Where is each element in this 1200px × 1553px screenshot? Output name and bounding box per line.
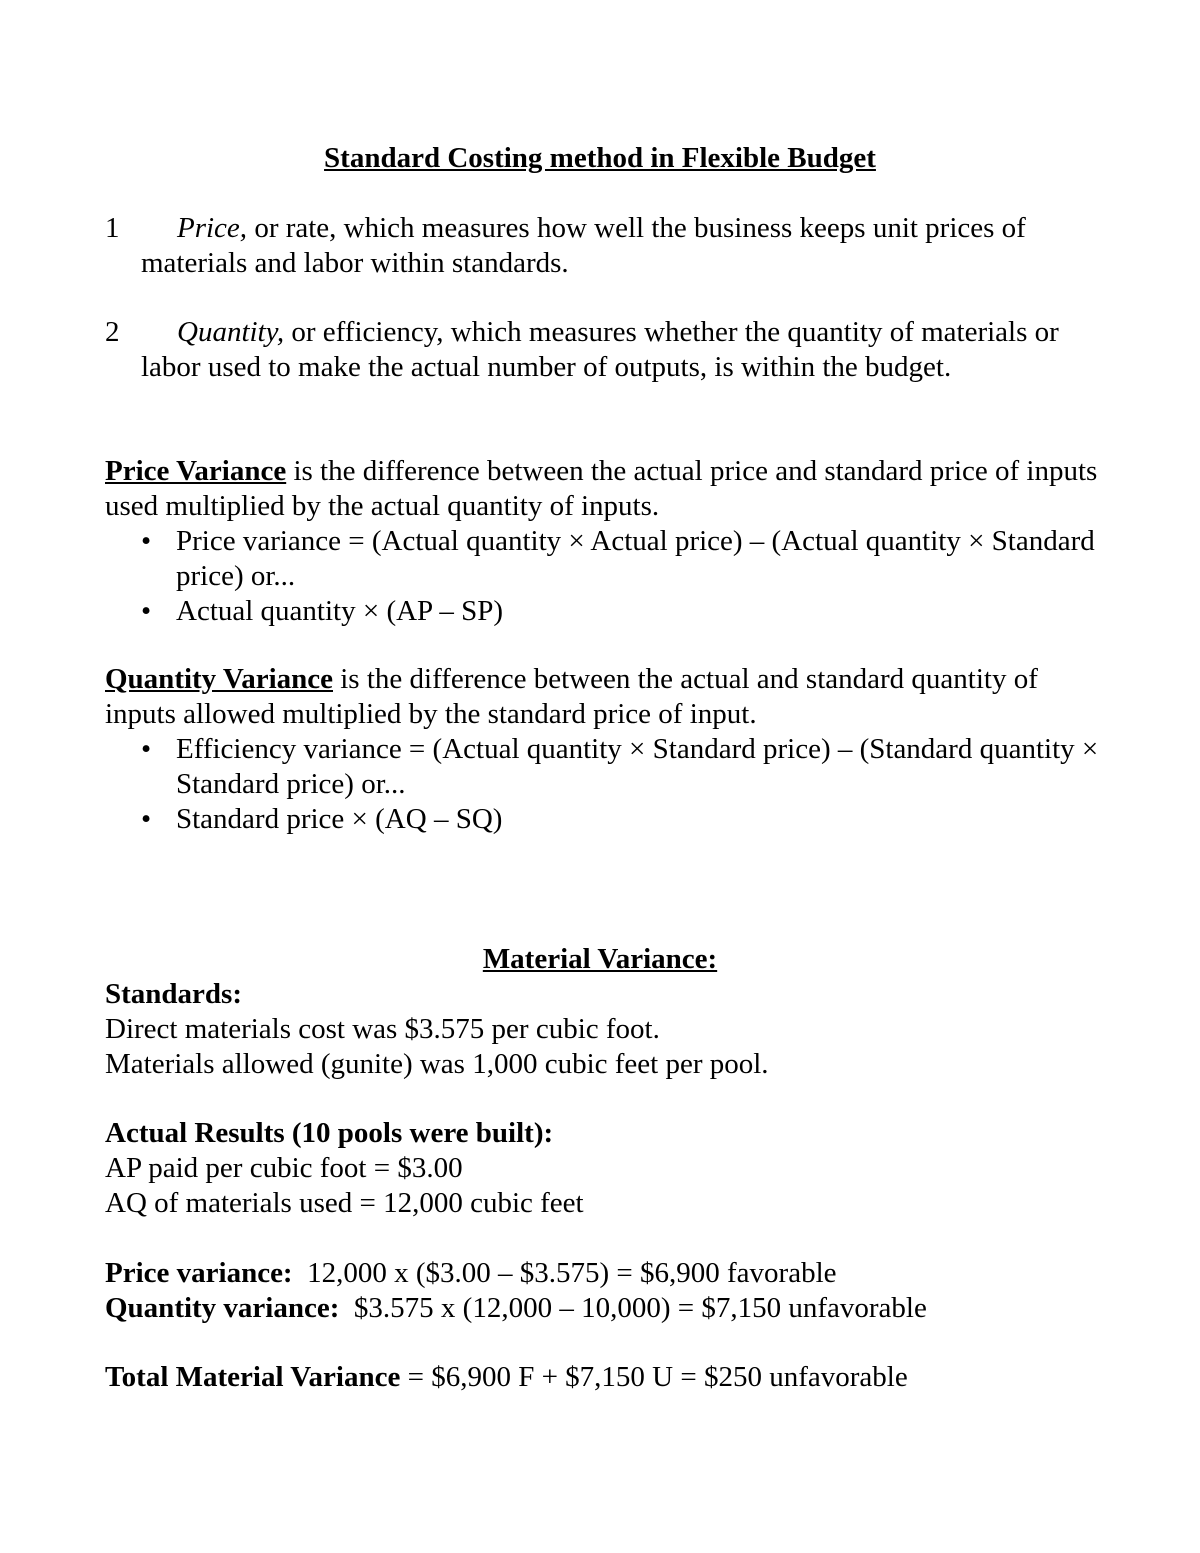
- calc-label: Price variance:: [105, 1257, 293, 1289]
- bullet-item: • Standard price × (AQ – SQ): [105, 802, 1105, 837]
- quantity-variance-section: [105, 662, 1105, 837]
- quantity-variance-bullets: [105, 732, 1105, 837]
- item-text: or efficiency, which measures whether the quantity of materials or labor used to make the actual number of outputs, is within the budget.: [141, 316, 1059, 383]
- actual-results-line: AQ of materials used = 12,000 cubic feet: [105, 1187, 584, 1219]
- standards-heading: Standards:: [105, 978, 242, 1010]
- total-text: = $6,900 F + $7,150 U = $250 unfavorable: [400, 1361, 908, 1393]
- price-variance-definition: [105, 454, 1105, 524]
- bullet-item: • Price variance = (Actual quantity × Actual price) – (Actual quantity × Standard price) or...: [105, 524, 1105, 594]
- actual-results-section: [105, 1116, 1155, 1221]
- page-title: Standard Costing method in Flexible Budget: [324, 142, 876, 174]
- item-term: Quantity,: [177, 316, 285, 348]
- calc-text: $3.575 x (12,000 – 10,000) = $7,150 unfavorable: [339, 1292, 927, 1324]
- price-variance-bullets: [105, 524, 1105, 629]
- price-variance-term: Price Variance: [105, 455, 287, 487]
- standards-line: Materials allowed (gunite) was 1,000 cubic feet per pool.: [105, 1048, 769, 1080]
- calc-text: 12,000 x ($3.00 – $3.575) = $6,900 favorable: [292, 1257, 837, 1289]
- bullet-item: • Actual quantity × (AP – SP): [105, 594, 1105, 629]
- quantity-variance-term: Quantity Variance: [105, 663, 333, 695]
- total-label: Total Material Variance: [105, 1361, 401, 1393]
- standards-line: Direct materials cost was $3.575 per cubic foot.: [105, 1013, 660, 1045]
- quantity-variance-calc: [105, 1291, 1155, 1326]
- item-number: 2: [105, 316, 120, 348]
- numbered-item-quantity: [105, 315, 1105, 385]
- bullet-item: • Efficiency variance = (Actual quantity × Standard price) – (Standard quantity × Standard price) or...: [105, 732, 1105, 802]
- calc-label: Quantity variance:: [105, 1292, 340, 1324]
- item-body: [141, 315, 1105, 385]
- price-variance-text: is the difference between the actual price and standard price of inputs used multiplied by the actual quantity of inputs.: [105, 455, 1098, 522]
- material-variance-title: Material Variance:: [482, 943, 718, 975]
- total-material-variance: [105, 1360, 1155, 1395]
- item-text: or rate, which measures how well the business keeps unit prices of materials and labor within standards.: [141, 212, 1026, 279]
- numbered-item-price: [105, 211, 1105, 281]
- price-variance-section: [105, 454, 1105, 629]
- item-number: 1: [105, 212, 120, 244]
- standards-section: [105, 977, 1155, 1082]
- price-variance-calc: [105, 1256, 1155, 1291]
- item-term: Price,: [177, 212, 248, 244]
- actual-results-heading: Actual Results (10 pools were built):: [105, 1117, 554, 1149]
- quantity-variance-text: is the difference between the actual and standard quantity of inputs allowed multiplied by the standard price of input.: [105, 663, 1038, 730]
- item-body: [141, 211, 1105, 281]
- actual-results-line: AP paid per cubic foot = $3.00: [105, 1152, 463, 1184]
- variance-calculations: [105, 1256, 1155, 1326]
- quantity-variance-definition: [105, 662, 1105, 732]
